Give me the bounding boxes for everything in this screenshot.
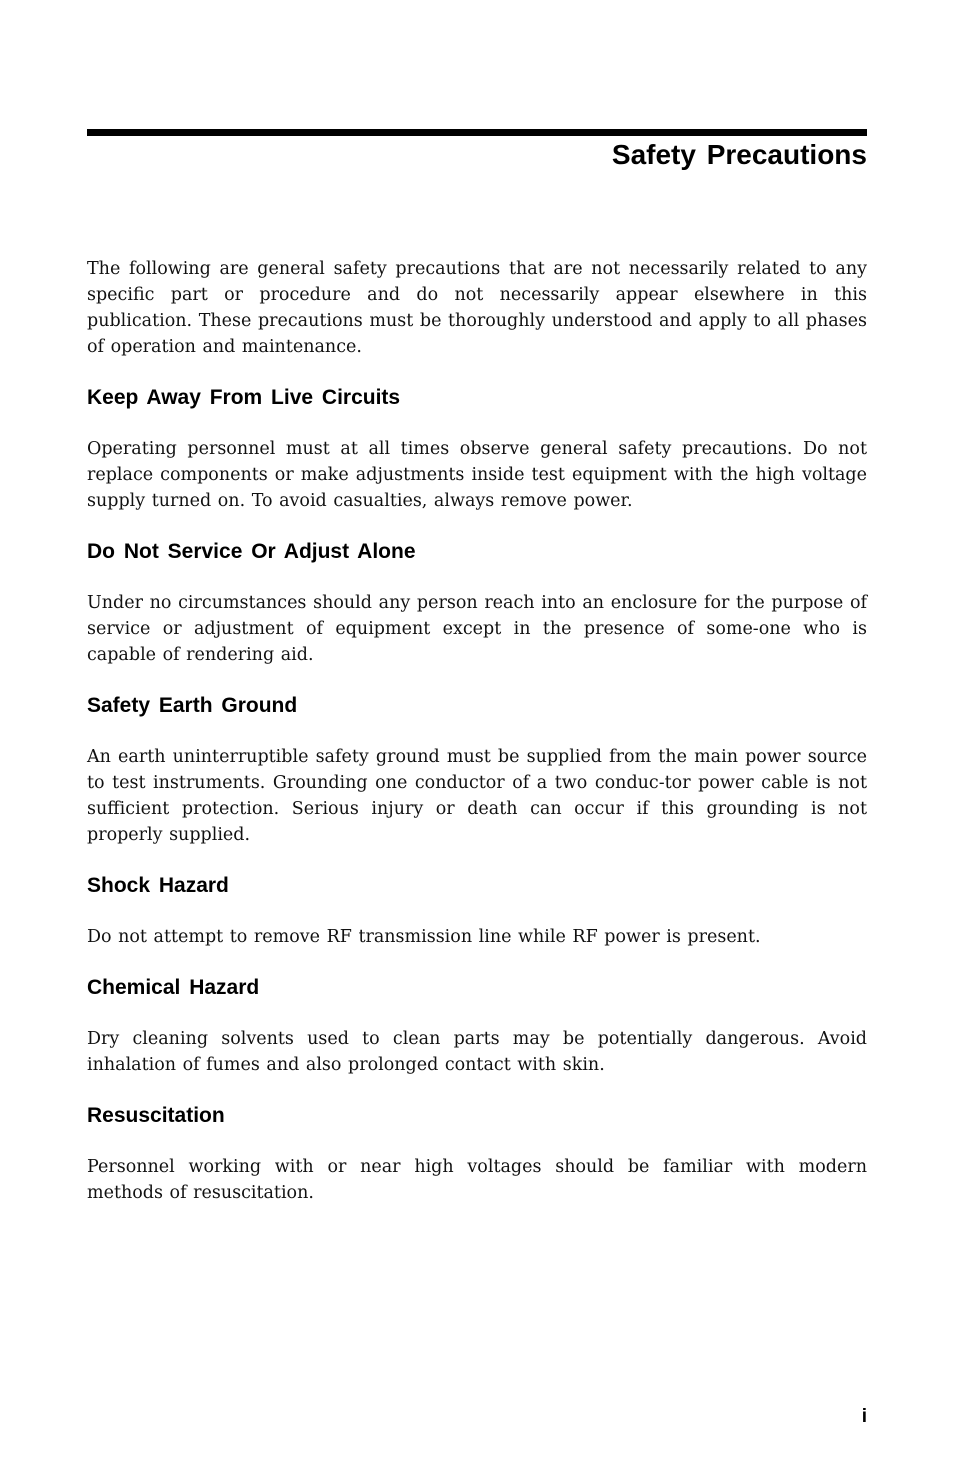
section-body-shock-hazard: Do not attempt to remove RF transmission line while RF power is present. (87, 927, 761, 947)
document-body (87, 256, 867, 1231)
section-body-service-alone: Under no circumstances should any person reach into an enclosure for the purpose of service or adjustment of equipment except in the presence of some-one who is capable of rendering aid. (87, 593, 867, 665)
section-heading-service-alone: Do Not Service Or Adjust Alone (87, 540, 416, 563)
section-heading-resuscitation: Resuscitation (87, 1104, 225, 1127)
section-heading-shock-hazard: Shock Hazard (87, 874, 229, 897)
page-title: Safety Precautions (611, 139, 867, 170)
section-heading-live-circuits: Keep Away From Live Circuits (87, 386, 401, 409)
section-body-chemical-hazard: Dry cleaning solvents used to clean parts may be potentially dangerous. Avoid inhalation of fumes and also prolonged contact with skin. (87, 1029, 867, 1075)
section-body-live-circuits: Operating personnel must at all times observe general safety precautions. Do not replace components or make adjustments inside test equipment with the high voltage supply turned on. To avoid casualties, always remove power. (87, 439, 867, 511)
section-body-resuscitation: Personnel working with or near high voltages should be familiar with modern methods of resuscitation. (87, 1157, 867, 1203)
intro-paragraph: The following are general safety precautions that are not necessarily related to any specific part or procedure and do not necessarily appear elsewhere in this publication. These precautions must be thoroughly understood and apply to all phases of operation and maintenance. (87, 259, 867, 357)
section-heading-earth-ground: Safety Earth Ground (87, 694, 298, 717)
section-body-earth-ground: An earth uninterruptible safety ground must be supplied from the main power source to test instruments. Grounding one conductor of a two conduc-tor power cable is not sufficient protection. Serious injury or death can occur if this grounding is not properly supplied. (87, 747, 867, 845)
section-heading-chemical-hazard: Chemical Hazard (87, 976, 260, 999)
page-number: i (861, 1406, 867, 1427)
title-rule (87, 129, 867, 136)
